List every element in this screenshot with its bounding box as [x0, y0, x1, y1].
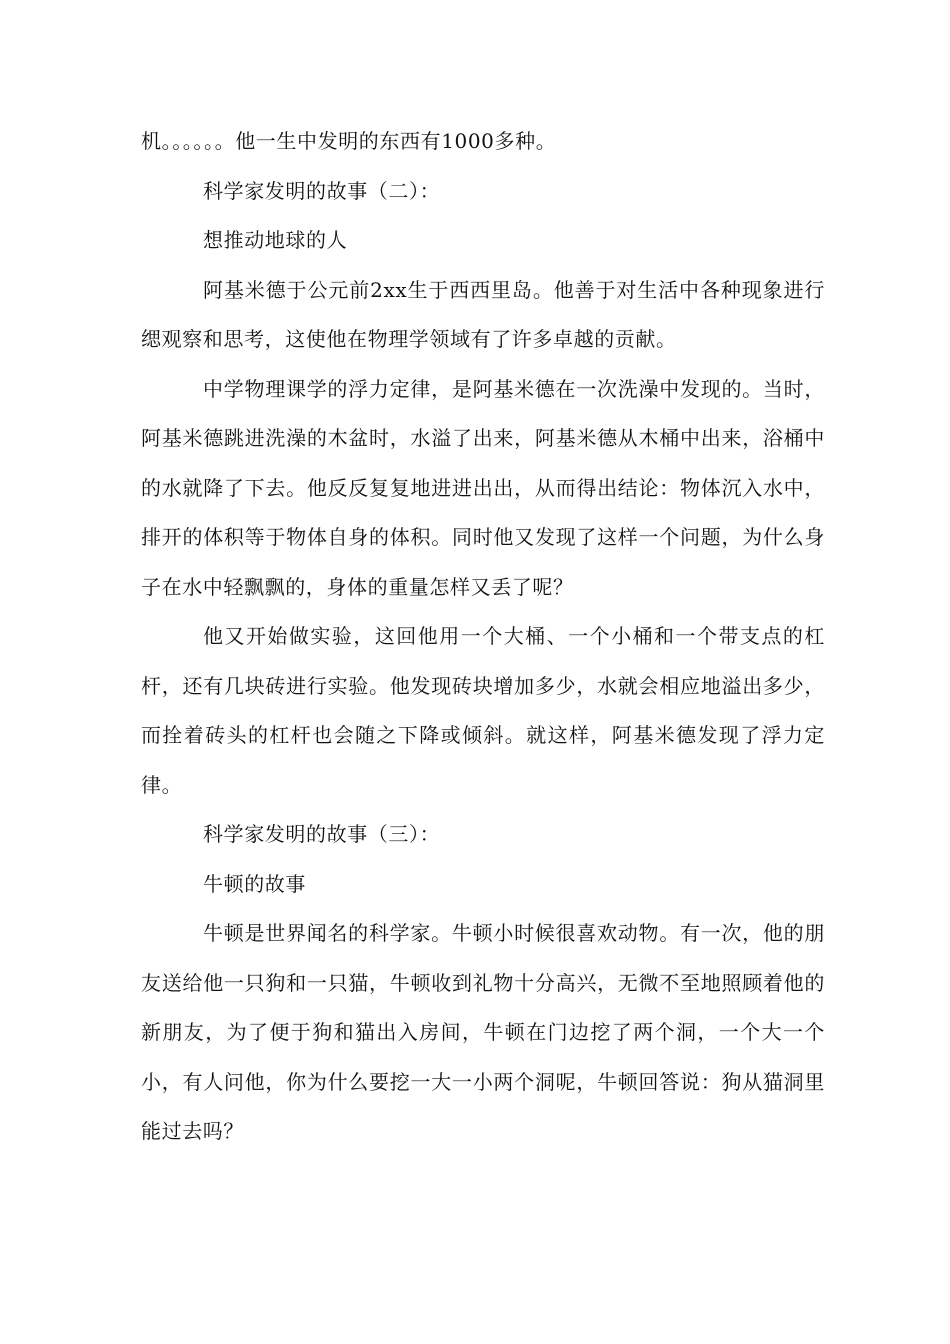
- paragraph-archimedes-experiment: 他又开始做实验，这回他用一个大桶、一个小桶和一个带支点的杠杆，还有几块砖进行实验。他发现砖块增加多少，水就会相应地溢出多少，而拴着砖头的杠杆也会随之下降或倾斜。就这样，阿基米德发现了浮力定律。: [141, 624, 825, 797]
- section-heading-story-2: 科学家发明的故事（二）：: [203, 178, 441, 203]
- story-title-newton: 牛顿的故事: [203, 871, 306, 896]
- section-heading-story-3: 科学家发明的故事（三）：: [203, 822, 441, 846]
- document-body: [141, 117, 825, 1157]
- paragraph-archimedes-bath: 中学物理课学的浮力定律，是阿基米德在一次洗澡中发现的。当时，阿基米德跳进洗澡的木盆时，水溢了出来，阿基米德从木桶中出来，浴桶中的水就降了下去。他反反复复地进进出出，从而得出结论：物体沉入水中，排开的体积等于物体自身的体积。同时他又发现了这样一个问题，为什么身子在水中轻飘飘的，身体的重量怎样又丢了呢？: [141, 376, 825, 599]
- paragraph-newton-story: 牛顿是世界闻名的科学家。牛顿小时候很喜欢动物。有一次，他的朋友送给他一只狗和一只猫，牛顿收到礼物十分高兴，无微不至地照顾着他的新朋友，为了便于狗和猫出入房间，牛顿在门边挖了两个洞，一个大一个小，有人问他，你为什么要挖一大一小两个洞呢，牛顿回答说：狗从猫洞里能过去吗？: [141, 921, 825, 1143]
- paragraph-continuation: 机。。。。。。他一生中发明的东西有1000多种。: [141, 129, 557, 153]
- story-title-archimedes: 想推动地球的人: [203, 228, 348, 252]
- paragraph-archimedes-intro: 阿基米德于公元前2xx生于西西里岛。他善于对生活中各种现象进行缌观察和思考，这使他在物理学领域有了许多卓越的贡献。: [141, 277, 825, 351]
